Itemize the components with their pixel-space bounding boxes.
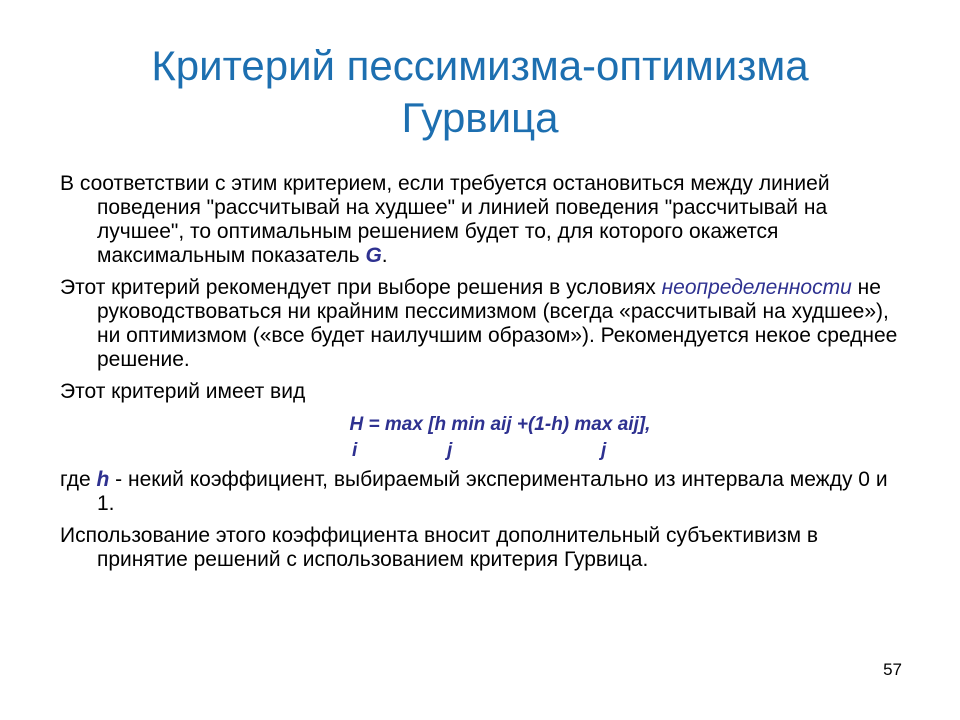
variable-g: G bbox=[365, 244, 382, 267]
paragraph-subjectivism: Использование этого коэффициента вносит дополнительный субъективизм в принятие решений с использованием критерия Гурвица. bbox=[60, 524, 819, 571]
formula-indices bbox=[60, 438, 900, 468]
formula-index-j-min: j bbox=[447, 440, 453, 461]
paragraph-recommendation bbox=[60, 276, 900, 372]
paragraph-end: . bbox=[381, 244, 388, 267]
slide-title-line1: Критерий пессимизма-оптимизма bbox=[151, 42, 809, 89]
paragraph-criterion-definition bbox=[60, 172, 900, 268]
formula-index-i: i bbox=[352, 440, 358, 461]
paragraph-text: где bbox=[60, 468, 97, 491]
page-number: 57 bbox=[883, 660, 902, 679]
paragraph-text: Этот критерий рекомендует при выборе решения в условиях bbox=[60, 276, 662, 299]
term-uncertainty: неопределенности bbox=[661, 276, 852, 299]
formula-index-j-max: j bbox=[601, 440, 607, 461]
paragraph-coefficient bbox=[60, 468, 900, 516]
paragraph-text-rest: не руководствоваться ни крайним пессимизмом (всегда «рассчитывай на худшее»), ни оптимизмом («все будет наилучшим образом»). Рекомендуется некое среднее решение. bbox=[97, 276, 898, 371]
hurwicz-formula: H = max [h min aij +(1-h) max aij], bbox=[349, 414, 651, 435]
slide-body bbox=[60, 172, 900, 580]
paragraph-text: В соответствии с этим критерием, если требуется остановиться между линией поведения "рассчитывай на худшее" и линией поведения "рассчитывай на лучшее", то оптимальным решением будет то, для которого окажется максимальным показатель bbox=[60, 172, 830, 267]
slide-title-line2: Гурвица bbox=[401, 94, 559, 141]
variable-h: h bbox=[96, 468, 110, 491]
paragraph-form-intro: Этот критерий имеет вид bbox=[60, 380, 306, 403]
paragraph-text-rest: - некий коэффициент, выбираемый экспериментально из интервала между 0 и 1. bbox=[97, 468, 888, 515]
slide-title bbox=[60, 40, 900, 144]
